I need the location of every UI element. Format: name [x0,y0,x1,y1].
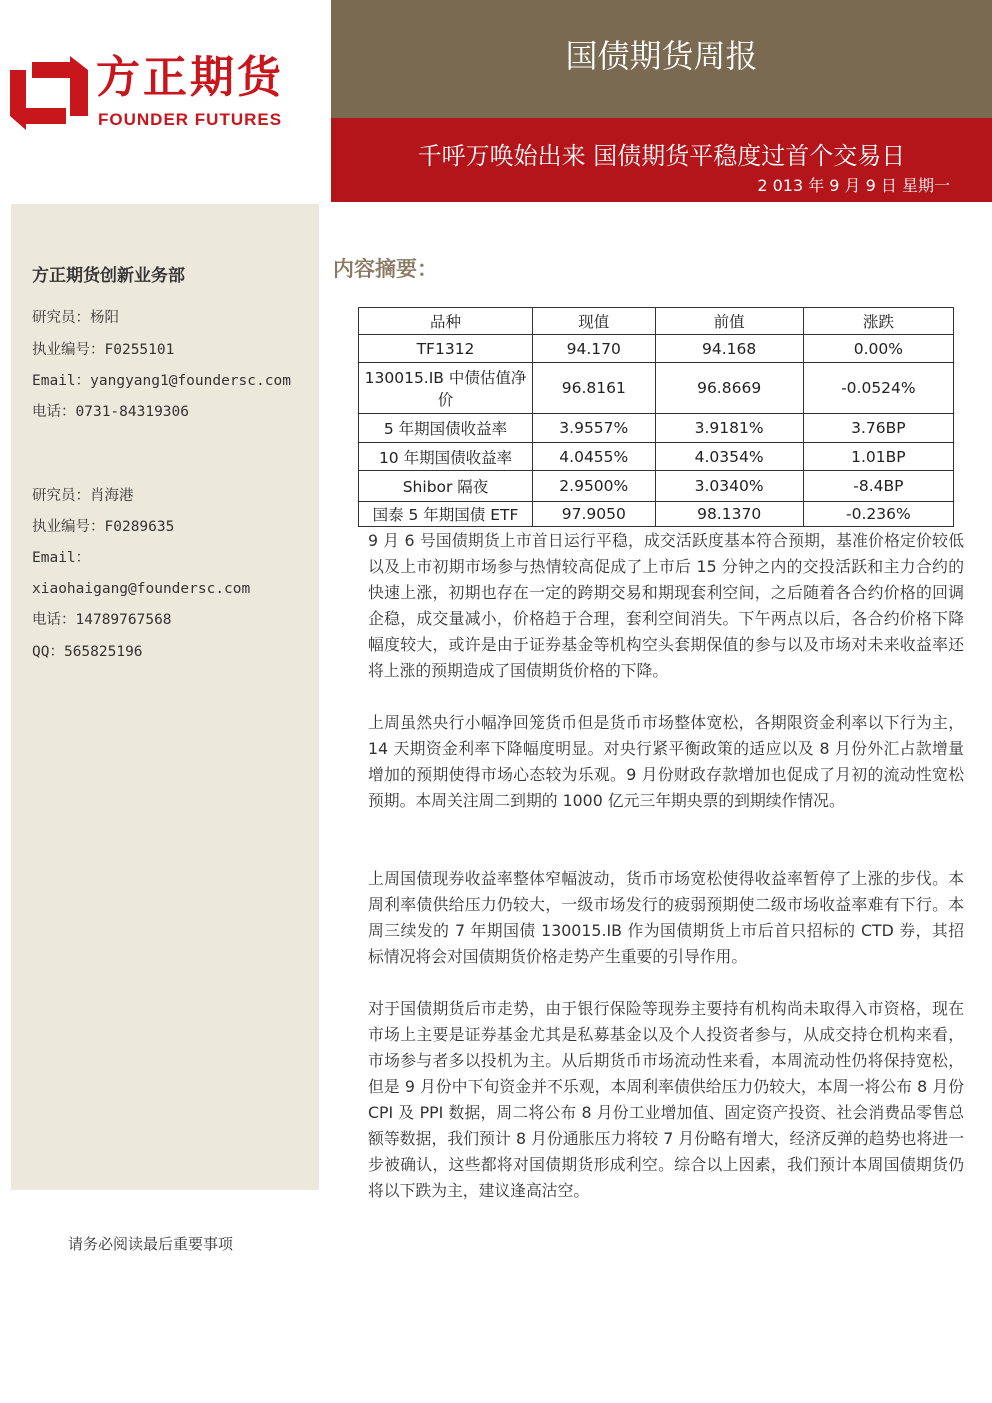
table-header-row [359,308,954,335]
table-cell: 94.170 [533,335,656,363]
table-cell: -8.4BP [803,471,953,502]
table-cell: 4.0354% [655,443,803,471]
analyst2-phone: 电话：14789767568 [32,612,172,628]
table-header-cell: 品种 [359,308,533,335]
summary-paragraph-4: 对于国债期货后市走势，由于银行保险等现券主要持有机构尚未取得入市资格，现在市场上主要是证券基金尤其是私募基金以及个人投资者参与，从成交持仓机构来看，市场参与者多以投机为主。从后期货币市场流动性来看，本周流动性仍将保持宽松，但是 9 月份中下旬资金并不乐观，本周利率债供给压力仍较大，本周一将公布 8 月份 CPI 及 PPI 数据，周二将公布 8 月份工业增加值、固定资产投资、社会消费品零售总额等数据，我们预计 8 月份通胀压力将较 7 月份略有增大，经济反弹的趋势也将进一步被确认，这些都将对国债期货形成利空。综合以上因素，我们预计本周国债期货仍将以下跌为主，建议逢高沽空。 [368,999,964,1200]
analyst-sidebar [11,204,319,1190]
table-cell: 3.9557% [533,414,656,443]
founder-logo-icon [10,56,88,130]
table-cell: 96.8161 [533,363,656,414]
analyst1-license: 执业编号：F0255101 [32,342,175,358]
disclaimer-notice: 请务必阅读最后重要事项 [68,1235,234,1253]
table-row [359,443,954,471]
headline-band [331,118,992,202]
table-cell: 5 年期国债收益率 [359,414,533,443]
logo-name-en: FOUNDER FUTURES [98,110,283,129]
analyst2-name: 研究员：肖海港 [32,488,134,504]
table-cell: 3.76BP [803,414,953,443]
department-name: 方正期货创新业务部 [32,266,185,286]
table-row [359,471,954,502]
table-row [359,414,954,443]
table-header-cell: 前值 [655,308,803,335]
summary-paragraph-3: 上周国债现券收益率整体窄幅波动，货币市场宽松使得收益率暂停了上涨的步伐。本周利率债供给压力仍较大，一级市场发行的疲弱预期使二级市场收益率难有下行。本周三续发的 7 年期国债 130015.IB 作为国债期货上市后首只招标的 CTD 券，其招标情况将会对国债期货价格走势产生重要的引导作用。 [368,869,964,966]
analyst1-phone: 电话：0731-84319306 [32,404,189,420]
table-row [359,363,954,414]
summary-paragraph-2: 上周虽然央行小幅净回笼货币但是货币市场整体宽松，各期限资金利率以下行为主，14 天期资金利率下降幅度明显。对央行紧平衡政策的适应以及 8 月份外汇占款增量增加的预期使得市场心态较为乐观。9 月份财政存款增加也促成了月初的流动性宽松预期。本周关注周二到期的 1000 亿元三年期央票的到期续作情况。 [368,713,964,810]
table-cell: 2.9500% [533,471,656,502]
table-row [359,335,954,363]
table-cell: 10 年期国债收益率 [359,443,533,471]
table-row [359,502,954,527]
header-band [331,0,992,118]
analyst2-qq: QQ：565825196 [32,644,143,660]
table-cell: 98.1370 [655,502,803,527]
table-cell: 94.168 [655,335,803,363]
table-cell: 130015.IB 中债估值净价 [359,363,533,414]
analyst2-license: 执业编号：F0289635 [32,519,175,535]
report-type-title: 国债期货周报 [565,37,758,75]
table-cell: TF1312 [359,335,533,363]
analyst1-email[interactable]: Email：yangyang1@foundersc.com [32,373,291,389]
company-logo [10,52,310,136]
table-cell: 3.9181% [655,414,803,443]
market-data-table [358,307,954,527]
analyst1-name: 研究员：杨阳 [32,310,119,326]
table-cell: -0.0524% [803,363,953,414]
summary-title: 内容摘要： [333,257,438,281]
table-cell: 国泰 5 年期国债 ETF [359,502,533,527]
table-header-cell: 涨跌 [803,308,953,335]
table-cell: 3.0340% [655,471,803,502]
summary-paragraph-1: 9 月 6 号国债期货上市首日运行平稳，成交活跃度基本符合预期，基准价格定价较低以及上市初期市场参与热情较高促成了上市后 15 分钟之内的交投活跃和主力合约的快速上涨，初期也存在一定的跨期交易和期现套利空间，之后随着各合约价格的回调企稳，成交量减小，价格趋于合理，套利空间消失。下午两点以后，各合约价格下降幅度较大，或许是由于证券基金等机构空头套期保值的参与以及市场对未来收益率还将上涨的预期造成了国债期货价格的下降。 [368,531,964,680]
table-cell: 1.01BP [803,443,953,471]
analyst2-email-label: Email： [32,550,91,566]
table-cell: 0.00% [803,335,953,363]
report-headline: 千呼万唤始出来 国债期货平稳度过首个交易日 [417,142,906,170]
table-cell: 97.9050 [533,502,656,527]
analyst2-email[interactable]: xiaohaigang@foundersc.com [32,581,251,597]
table-header-cell: 现值 [533,308,656,335]
table-cell: 4.0455% [533,443,656,471]
report-date: 2 013 年 9 月 9 日 星期一 [757,176,950,195]
table-cell: Shibor 隔夜 [359,471,533,502]
table-cell: -0.236% [803,502,953,527]
logo-name-cn: 方正期货 [96,52,284,103]
table-cell: 96.8669 [655,363,803,414]
